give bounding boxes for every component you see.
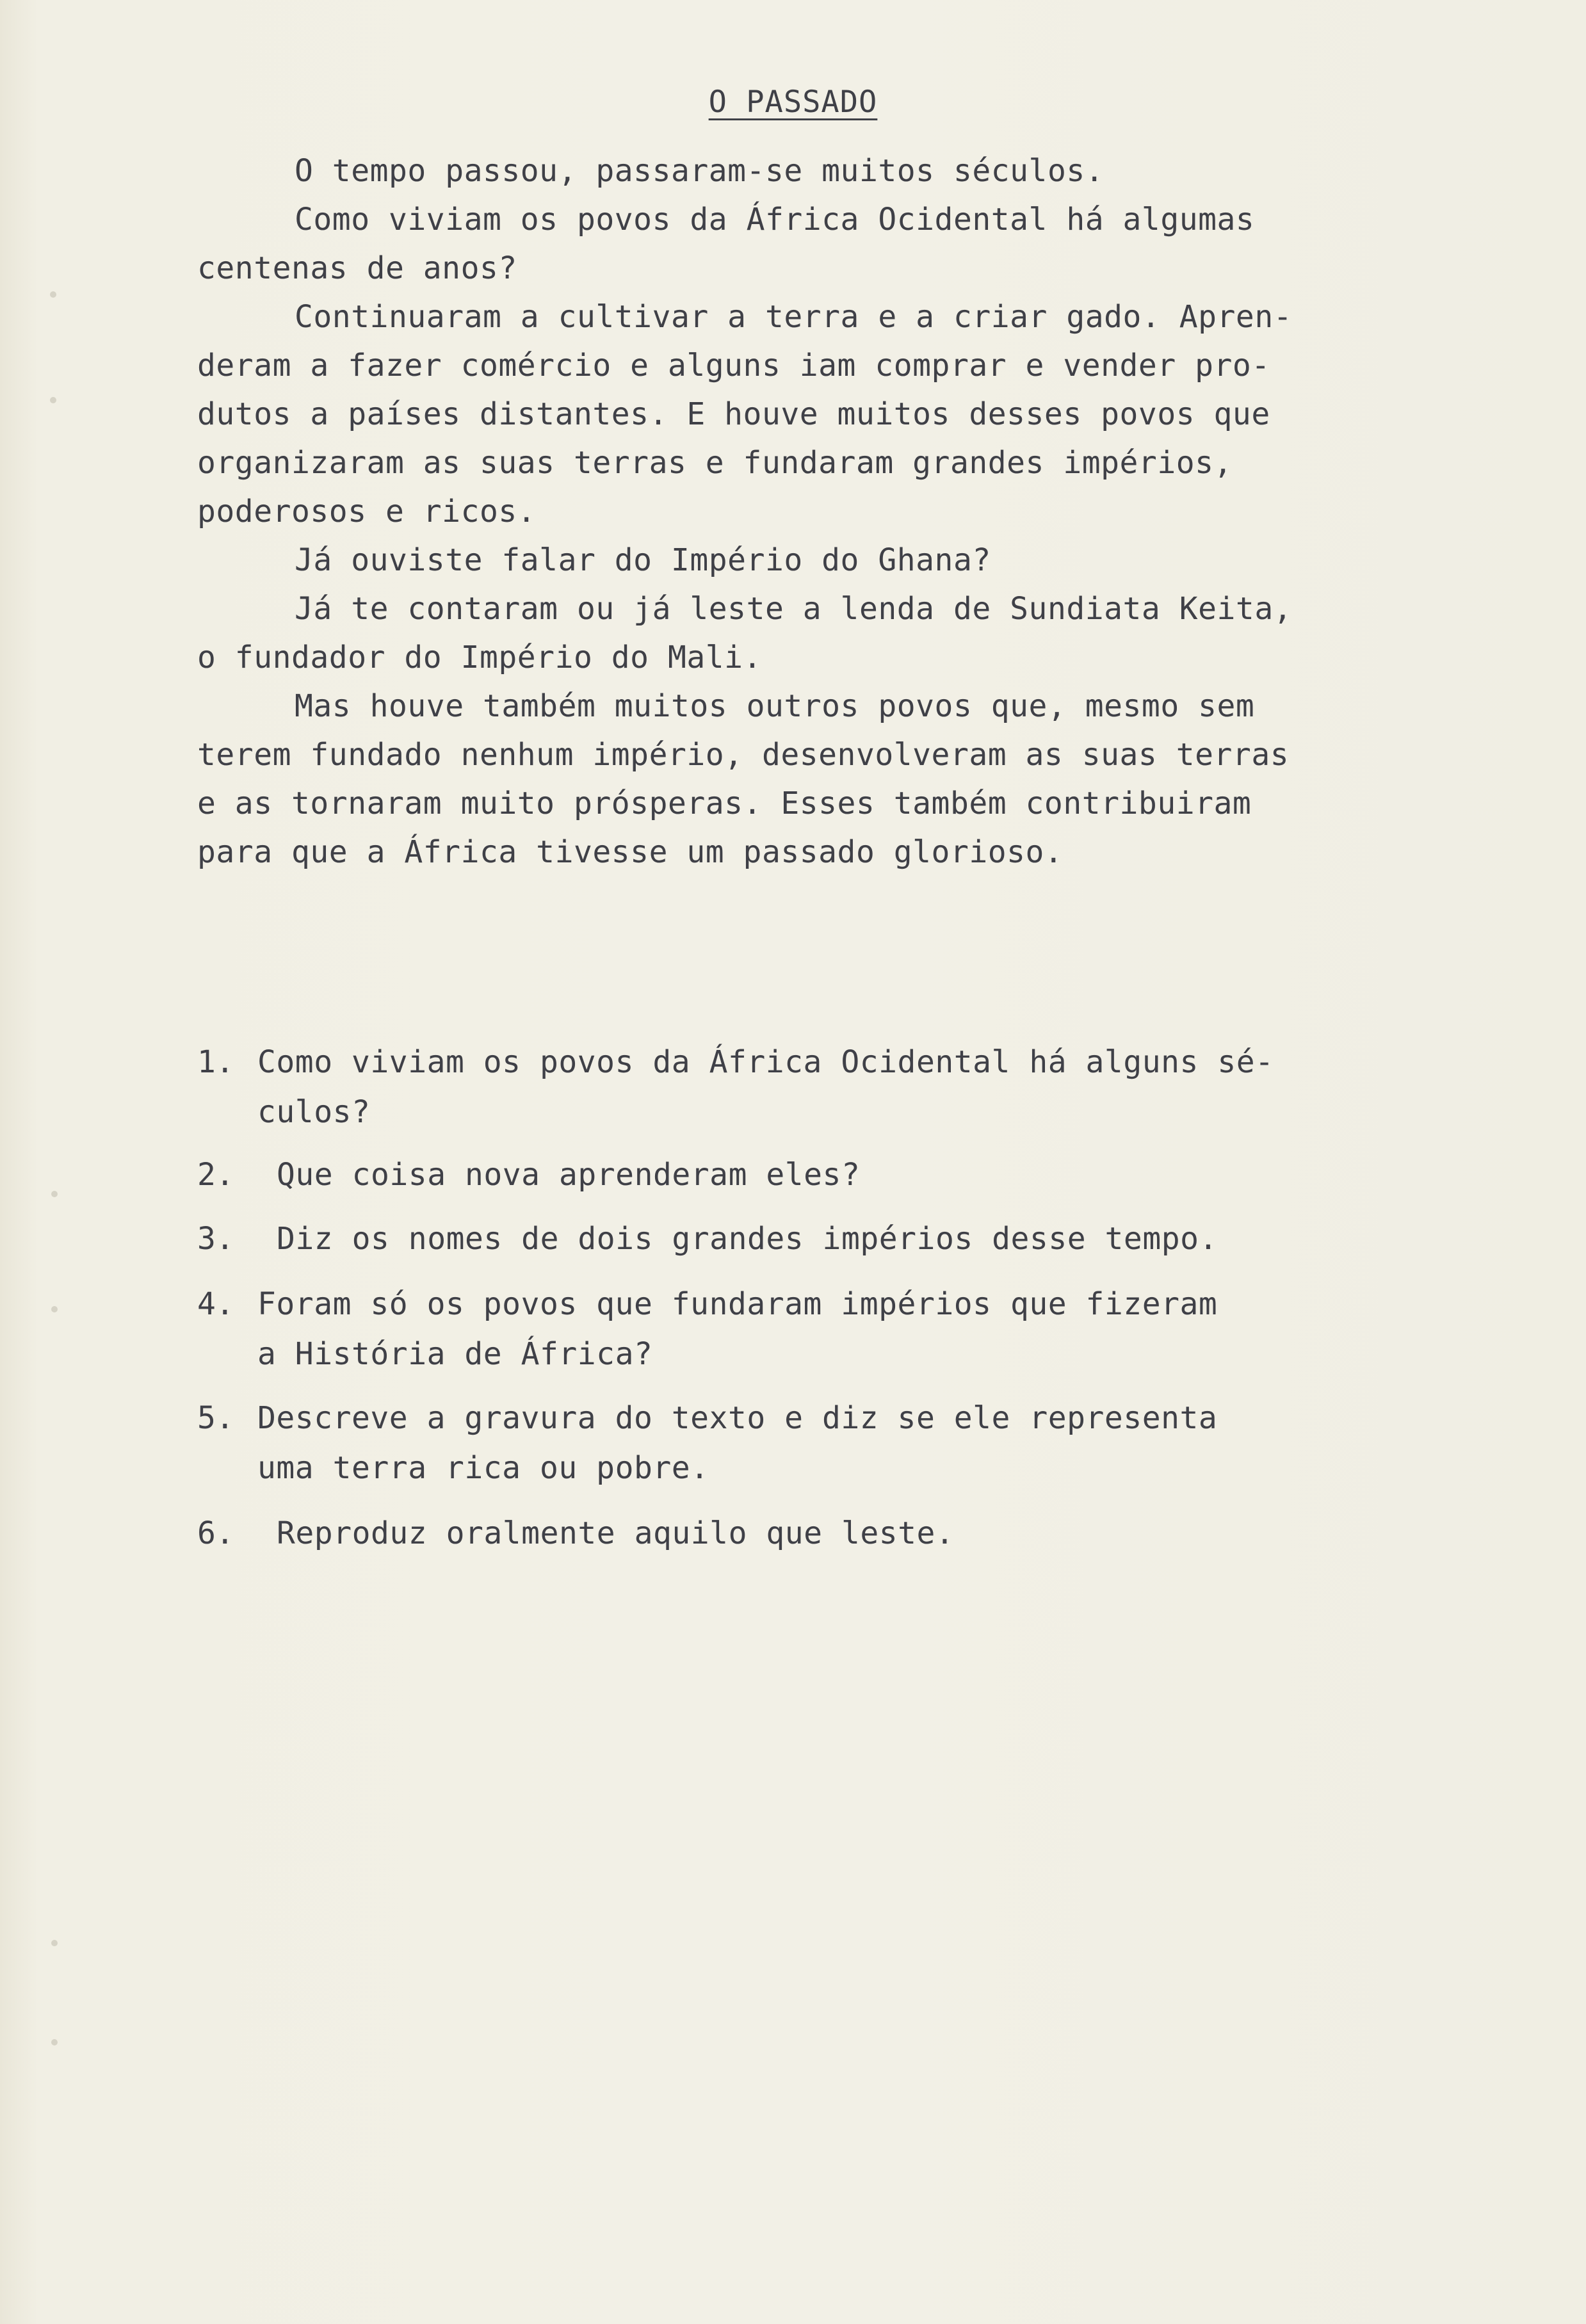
question-text: Descreve a gravura do texto e diz se ele representa uma terra rica ou pobre. — [257, 1400, 1218, 1486]
page-title-text: O PASSADO — [708, 85, 878, 120]
question-number: 6. — [197, 1515, 234, 1551]
question-text: Reproduz oralmente aquilo que leste. — [277, 1515, 955, 1551]
question-text: Foram só os povos que fundaram impérios que fizeram a História de África? — [257, 1286, 1218, 1372]
question-number: 1. — [197, 1044, 234, 1080]
question-number: 2. — [197, 1157, 234, 1193]
text-line: Como viviam os povos da África Ocidental há algumas — [295, 202, 1255, 238]
text-line: O tempo passou, passaram-se muitos séculos. — [295, 153, 1105, 189]
question-text: Que coisa nova aprenderam eles? — [277, 1157, 861, 1193]
text-line: Mas houve também muitos outros povos que, mesmo sem — [295, 688, 1255, 724]
text-line: Já ouviste falar do Império do Ghana? — [295, 542, 991, 578]
punch-hole-mark — [51, 1191, 58, 1197]
question-number: 4. — [197, 1286, 234, 1322]
punch-hole-mark — [51, 2039, 58, 2046]
text-line: Já te contaram ou já leste a lenda de Sundiata Keita, — [295, 591, 1293, 627]
page-title — [0, 80, 1586, 125]
question-number: 3. — [197, 1221, 234, 1257]
question-text: Como viviam os povos da África Ocidental há alguns sé- culos? — [257, 1044, 1274, 1130]
text-line: poderosos e ricos. — [197, 494, 537, 529]
punch-hole-mark — [51, 1306, 58, 1312]
text-line: deram a fazer comércio e alguns iam comprar e vender pro- — [197, 348, 1270, 383]
text-line: centenas de anos? — [197, 250, 517, 286]
text-line: o fundador do Império do Mali. — [197, 640, 762, 675]
question-text: Diz os nomes de dois grandes impérios desse tempo. — [277, 1221, 1218, 1257]
punch-hole-mark — [50, 397, 56, 403]
punch-hole-mark — [50, 291, 56, 298]
question-number: 5. — [197, 1400, 234, 1436]
text-line: terem fundado nenhum império, desenvolveram as suas terras — [197, 737, 1290, 773]
text-line: para que a África tivesse um passado glorioso. — [197, 834, 1064, 870]
text-line: dutos a países distantes. E houve muitos desses povos que — [197, 396, 1270, 432]
punch-hole-mark — [51, 1940, 58, 1946]
text-line: e as tornaram muito prósperas. Esses também contribuiram — [197, 786, 1252, 821]
text-line: Continuaram a cultivar a terra e a criar gado. Apren- — [295, 299, 1293, 335]
text-line: organizaram as suas terras e fundaram grandes impérios, — [197, 445, 1233, 481]
